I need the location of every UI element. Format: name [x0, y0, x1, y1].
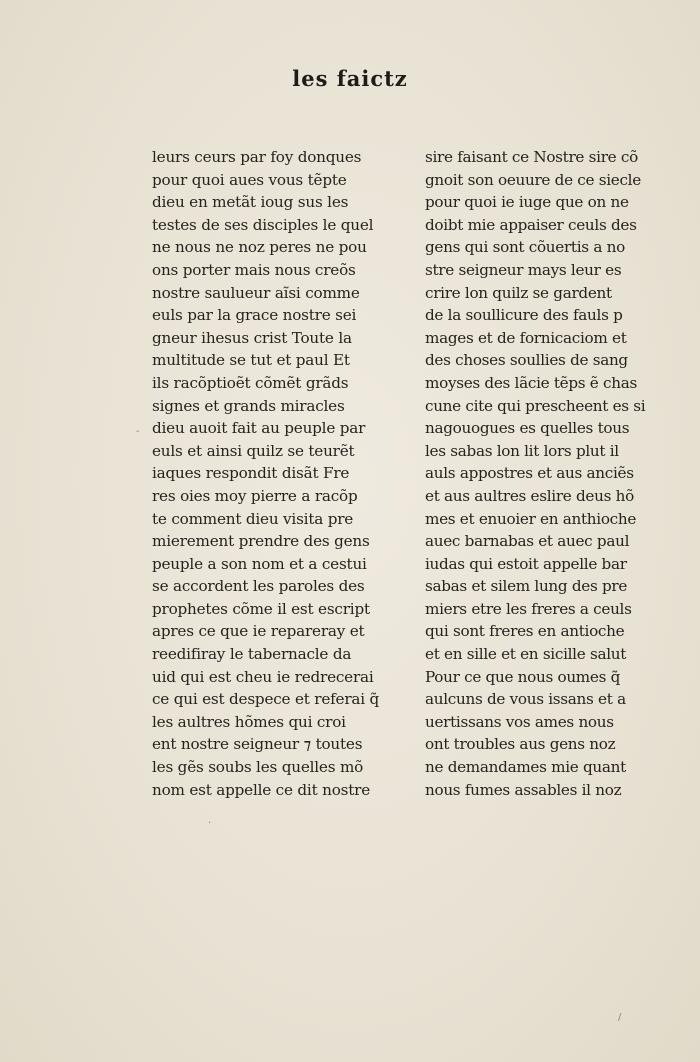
text-line: te comment dieu visita pre — [152, 509, 354, 528]
text-line: pour quoi aues vous tẽpte — [152, 170, 347, 189]
text-line: prophetes cõme il est escript — [152, 599, 370, 618]
text-line: ons porter mais nous creõs — [152, 260, 356, 279]
text-line: reedifiray le tabernacle da — [152, 645, 352, 664]
text-line: cune cite qui prescheent es si — [425, 396, 646, 415]
text-line: gnoit son oeuure de ce siecle — [425, 170, 641, 189]
text-line: leurs ceurs par foy donques — [152, 148, 362, 166]
text-line: sire faisant ce Nostre sire cõ — [425, 148, 638, 166]
text-line: dieu en metãt ioug sus les — [152, 193, 349, 212]
text-line: moyses des lãcie tẽps ẽ chas — [425, 373, 637, 392]
text-line: des choses soullies de sang — [425, 351, 628, 370]
text-line: euls et ainsi quilz se teurẽt — [152, 441, 355, 460]
text-line: multitude se tut et paul Et — [152, 351, 350, 370]
text-line: miers etre les freres a ceuls — [425, 599, 632, 618]
text-line: les gẽs soubs les quelles mõ — [152, 758, 364, 777]
text-line: gens qui sont cõuertis a no — [425, 238, 625, 257]
ink-speck: - — [136, 426, 140, 437]
text-line: ne nous ne noz peres ne pou — [152, 238, 367, 257]
text-line: ils racõptioẽt cõmẽt grãds — [152, 373, 349, 392]
text-line: crire lon quilz se gardent — [425, 283, 612, 302]
ink-speck: · — [208, 818, 212, 829]
text-line: euls par la grace nostre sei — [152, 306, 357, 325]
text-line: ne demandames mie quant — [425, 758, 626, 777]
ink-speck: / — [618, 1012, 622, 1023]
text-line: res oies moy pierre a racõp — [152, 486, 358, 505]
text-line: ent nostre seigneur ⁊ toutes — [152, 735, 363, 754]
left-text-column — [152, 146, 390, 801]
text-line: les sabas lon lit lors plut il — [425, 441, 619, 460]
text-line: nom est appelle ce dit nostre — [152, 780, 370, 799]
text-line: et aus aultres eslire deus hõ — [425, 486, 634, 505]
text-line: testes de ses disciples le quel — [152, 215, 374, 234]
text-line: auec barnabas et auec paul — [425, 532, 630, 551]
text-line: et en sille et en sicille salut — [425, 645, 627, 664]
text-line: nagouogues es quelles tous — [425, 419, 630, 438]
text-line: aulcuns de vous issans et a — [425, 690, 626, 709]
text-line: apres ce que ie repareray et — [152, 622, 365, 641]
text-line: signes et grands miracles — [152, 396, 345, 415]
text-line: mierement prendre des gens — [152, 532, 370, 551]
text-line: nostre saulueur aĩsi comme — [152, 283, 360, 302]
text-line: mes et enuoier en anthioche — [425, 509, 637, 528]
text-line: qui sont freres en antioche — [425, 622, 625, 641]
text-line: iaques respondit disãt Fre — [152, 464, 350, 483]
running-title: les faictz — [292, 66, 408, 91]
text-line: les aultres hõmes qui croi — [152, 712, 346, 731]
text-line: auls appostres et aus anciẽs — [425, 464, 634, 483]
text-line: mages et de fornicaciom et — [425, 328, 627, 347]
text-line: doibt mie appaiser ceuls des — [425, 215, 637, 234]
right-text-column — [425, 146, 657, 801]
text-line: stre seigneur mays leur es — [425, 260, 622, 279]
text-line: iudas qui estoit appelle bar — [425, 554, 627, 573]
text-line: Pour ce que nous oumes q̃ — [425, 667, 621, 686]
text-line: uid qui est cheu ie redrecerai — [152, 667, 374, 686]
text-line: ce qui est despece et referai q̃ — [152, 690, 380, 709]
text-line: nous fumes assables il noz — [425, 780, 622, 799]
text-line: pour quoi ie iuge que on ne — [425, 193, 629, 212]
text-line: peuple a son nom et a cestui — [152, 554, 367, 573]
text-line: sabas et silem lung des pre — [425, 577, 628, 596]
text-line: de la soullicure des fauls p — [425, 306, 623, 325]
text-line: se accordent les paroles des — [152, 577, 365, 596]
text-line: ont troubles aus gens noz — [425, 735, 616, 754]
text-line: dieu auoit fait au peuple par — [152, 419, 366, 438]
text-line: gneur ihesus crist Toute la — [152, 328, 352, 347]
text-line: uertissans vos ames nous — [425, 712, 614, 731]
